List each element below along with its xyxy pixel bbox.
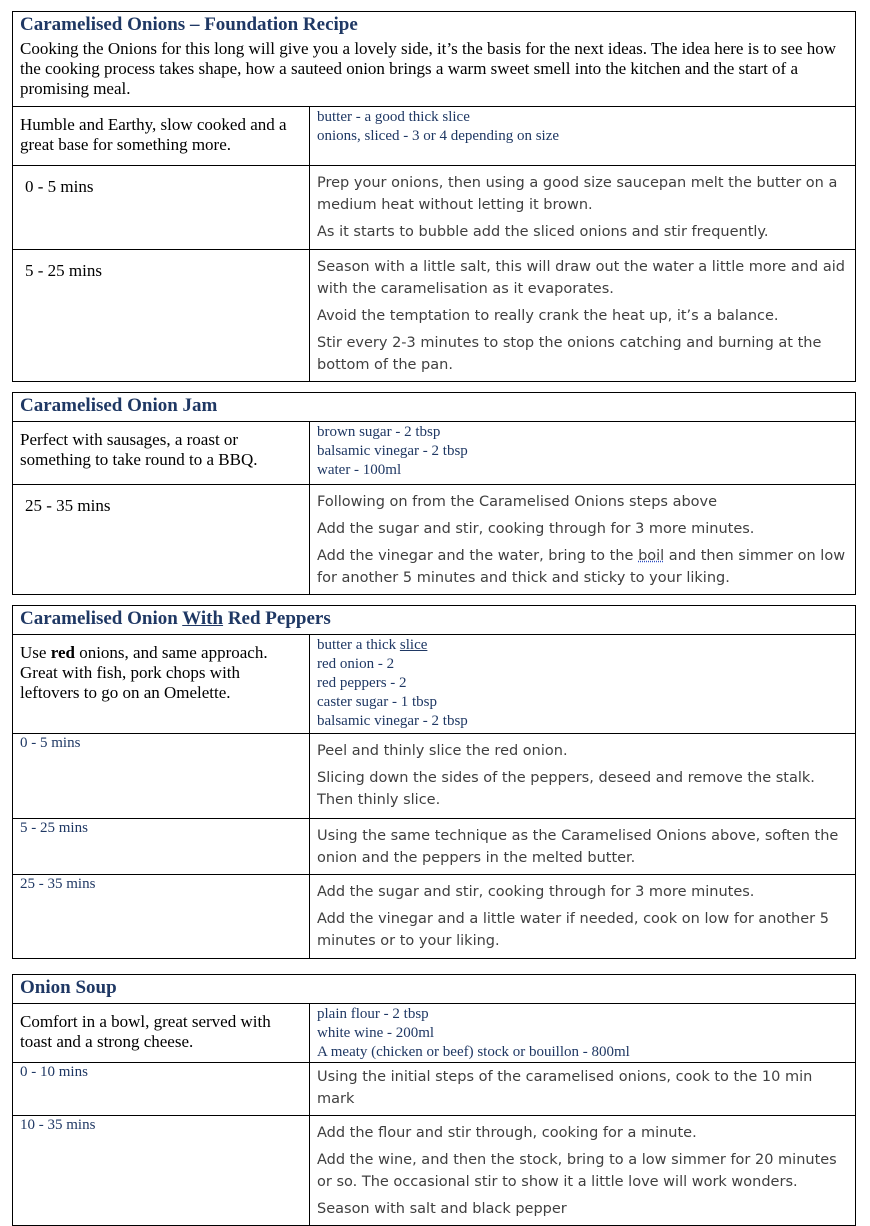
ingredients-list: [310, 635, 856, 734]
ingredient: balsamic vinegar - 2 tbsp: [317, 443, 468, 459]
step-text: Stir every 2-3 minutes to stop the onions catching and burning at the bottom of the pan.: [317, 335, 822, 373]
step-text: Add the vinegar and the water, bring to the boil and then simmer on low for another 5 minutes and thick and sticky to your liking.: [317, 548, 846, 586]
ingredient: water - 100ml: [317, 462, 402, 478]
step-text: Following on from the Caramelised Onions steps above: [317, 494, 718, 510]
step-text: Add the sugar and stir, cooking through for 3 more minutes.: [317, 521, 755, 537]
recipe-red-peppers: [12, 605, 856, 959]
ingredient: onions, sliced - 3 or 4 depending on size: [317, 128, 560, 144]
step-text: Avoid the temptation to really crank the heat up, it’s a balance.: [317, 308, 779, 324]
recipe-foundation: [12, 11, 856, 382]
recipe-description: Perfect with sausages, a roast or something to take round to a BBQ.: [13, 422, 310, 485]
step-instructions: [310, 166, 856, 250]
ingredient: caster sugar - 1 tbsp: [317, 694, 437, 710]
recipe-title: Onion Soup: [13, 975, 856, 1004]
recipe-title: Caramelised Onion Jam: [13, 393, 856, 422]
ingredient: plain flour - 2 tbsp: [317, 1006, 429, 1022]
boil-word: boil: [638, 548, 665, 564]
ingredients-list: [310, 1004, 856, 1063]
step-instructions: [310, 250, 856, 382]
step-text: Add the sugar and stir, cooking through for 3 more minutes.: [317, 884, 755, 900]
step-text: Using the same technique as the Caramelised Onions above, soften the onion and the peppers in the melted butter.: [317, 828, 839, 866]
recipe-description: Comfort in a bowl, great served with toast and a strong cheese.: [13, 1004, 310, 1063]
step-time: 0 - 5 mins: [13, 734, 310, 819]
step-instructions: [310, 819, 856, 875]
step-time: 5 - 25 mins: [13, 250, 310, 382]
recipe-description: Use red onions, and same approach. Great with fish, pork chops with leftovers to go on an Omelette.: [13, 635, 310, 734]
step-text: Peel and thinly slice the red onion.: [317, 743, 568, 759]
step-instructions: [310, 1116, 856, 1226]
step-instructions: [310, 734, 856, 819]
ingredient: butter - a good thick slice: [317, 109, 470, 125]
step-text: Prep your onions, then using a good size saucepan melt the butter on a medium heat without letting it brown.: [317, 175, 838, 213]
ingredient: balsamic vinegar - 2 tbsp: [317, 713, 468, 729]
recipe-description: Humble and Earthy, slow cooked and a great base for something more.: [13, 107, 310, 166]
step-text: Add the flour and stir through, cooking for a minute.: [317, 1125, 697, 1141]
recipe-header: [13, 12, 856, 107]
step-text: Season with salt and black pepper: [317, 1201, 567, 1217]
ingredients-list: [310, 107, 856, 166]
step-time: 5 - 25 mins: [13, 819, 310, 875]
ingredient: butter a thick slice: [317, 637, 428, 653]
ingredient: A meaty (chicken or beef) stock or bouillon - 800ml: [317, 1044, 630, 1060]
recipe-intro: Cooking the Onions for this long will give you a lovely side, it’s the basis for the next ideas. The idea here is to see how the cooking process takes shape, how a sauteed onion brings a warm sweet smell into the kitchen and the start of a promising meal.: [20, 39, 837, 98]
recipe-title: Caramelised Onion With Red Peppers: [13, 606, 856, 635]
step-text: Add the wine, and then the stock, bring to a low simmer for 20 minutes or so. The occasional stir to show it a little love will work wonders.: [317, 1152, 837, 1190]
step-text: Using the initial steps of the caramelised onions, cook to the 10 min mark: [317, 1069, 813, 1107]
step-text: Slicing down the sides of the peppers, deseed and remove the stalk. Then thinly slice.: [317, 770, 815, 808]
step-time: 0 - 10 mins: [13, 1063, 310, 1116]
step-time: 25 - 35 mins: [13, 875, 310, 959]
step-instructions: [310, 485, 856, 595]
ingredient: red peppers - 2: [317, 675, 407, 691]
step-instructions: [310, 1063, 856, 1116]
ingredients-list: [310, 422, 856, 485]
recipe-onion-soup: [12, 974, 856, 1226]
step-text: Season with a little salt, this will draw out the water a little more and aid with the caramelisation as it evaporates.: [317, 259, 845, 297]
step-instructions: [310, 875, 856, 959]
step-text: Add the vinegar and a little water if needed, cook on low for another 5 minutes or to your liking.: [317, 911, 829, 949]
recipe-title: Caramelised Onions – Foundation Recipe: [20, 14, 358, 35]
ingredient: red onion - 2: [317, 656, 395, 672]
step-text: As it starts to bubble add the sliced onions and stir frequently.: [317, 224, 769, 240]
step-time: 25 - 35 mins: [13, 485, 310, 595]
step-time: 0 - 5 mins: [13, 166, 310, 250]
recipe-onion-jam: [12, 392, 856, 595]
ingredient: white wine - 200ml: [317, 1025, 435, 1041]
ingredient: brown sugar - 2 tbsp: [317, 424, 441, 440]
step-time: 10 - 35 mins: [13, 1116, 310, 1226]
